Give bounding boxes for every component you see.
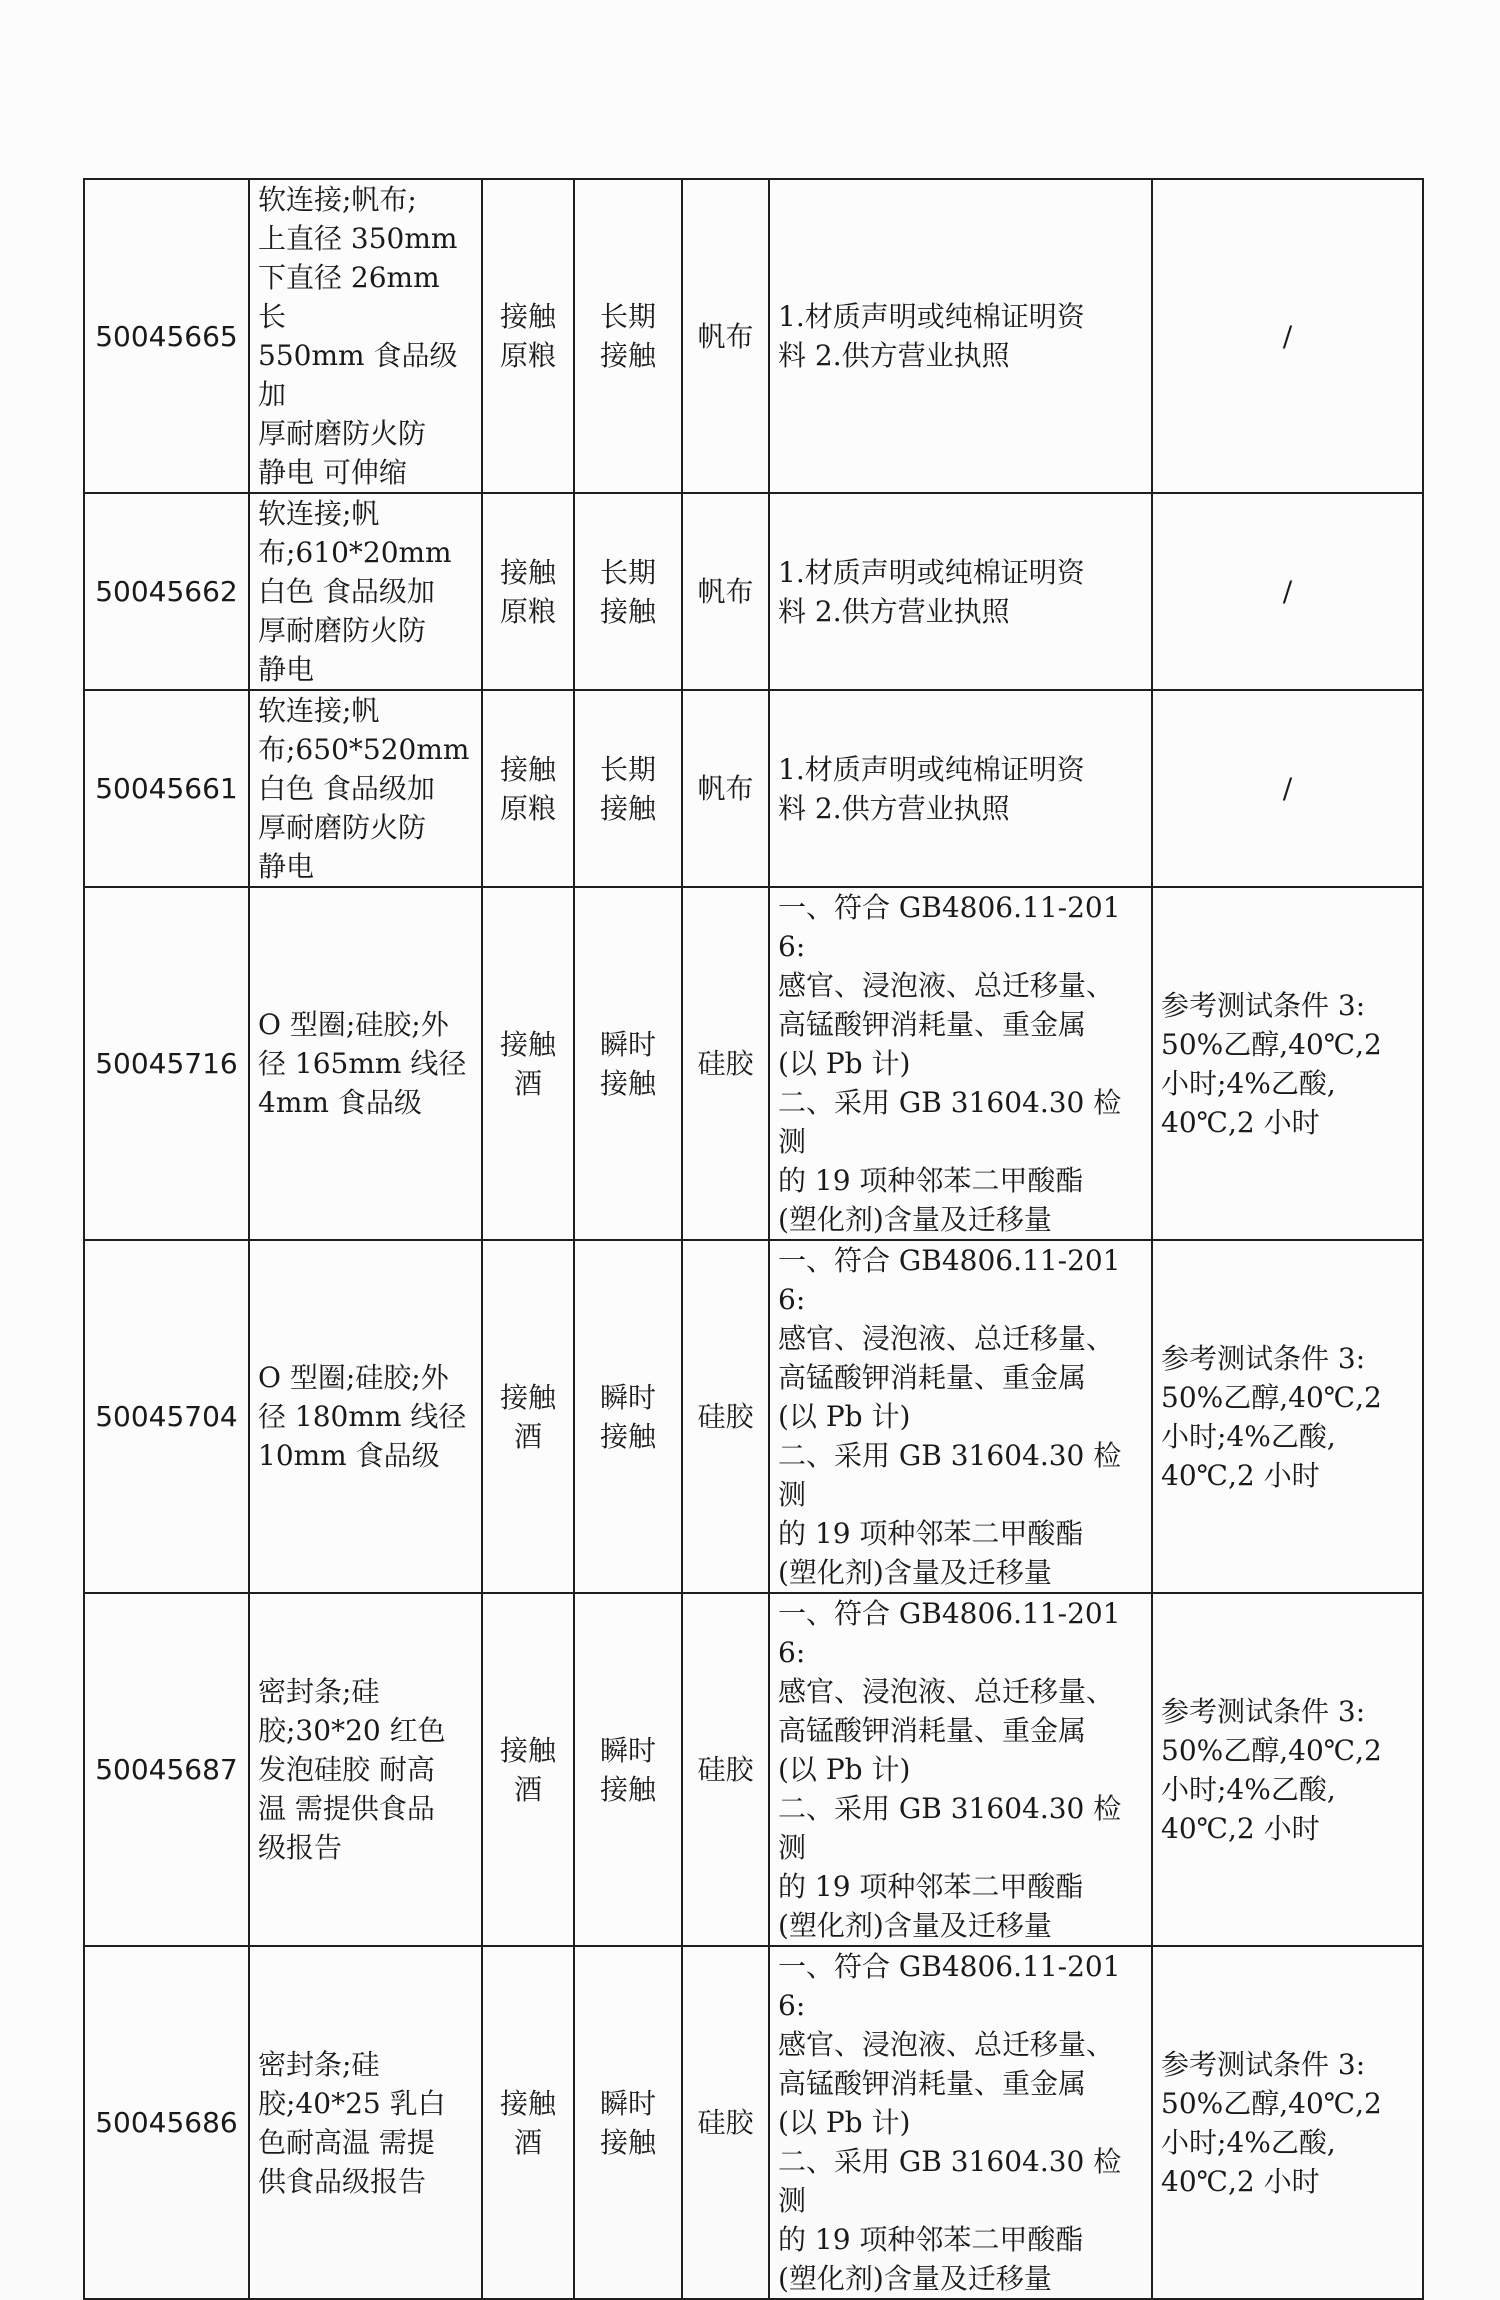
requirement-line: 高锰酸钾消耗量、重金属 <box>778 2067 1087 2100</box>
contact-line: 酒 <box>513 1066 542 1100</box>
requirement-line: 的 19 项种邻苯二甲酸酯 <box>778 1517 1084 1550</box>
description-line: 胶;40*25 乳白 <box>258 2086 446 2120</box>
contact-duration-cell <box>574 1946 682 2299</box>
condition-line: 参考测试条件 3: <box>1161 1694 1366 1728</box>
description-line: 胶;30*20 红色 <box>258 1714 446 1747</box>
contact-line: 酒 <box>513 1419 542 1453</box>
requirement-line: (以 Pb 计) <box>778 1047 911 1080</box>
condition-line: 小时;4%乙酸, <box>1161 1419 1336 1453</box>
duration-line: 接触 <box>599 1772 656 1806</box>
description-line: 布;610*20mm <box>258 536 452 569</box>
test-condition-cell <box>1152 1593 1423 1946</box>
requirement-cell <box>769 1240 1152 1593</box>
material-code-cell: 50045686 <box>84 1946 249 2299</box>
material-cell: 帆布 <box>682 690 769 887</box>
material-cell: 硅胶 <box>682 1240 769 1593</box>
contact-duration-cell <box>574 690 682 887</box>
contact-object-cell <box>482 179 574 493</box>
requirement-line: 感官、浸泡液、总迁移量、 <box>778 2028 1115 2061</box>
requirement-cell <box>769 179 1152 493</box>
description-line: 温 需提供食品 <box>258 1792 435 1825</box>
test-condition-cell <box>1152 493 1423 690</box>
description-cell <box>249 690 482 887</box>
material-code-cell: 50045662 <box>84 493 249 690</box>
duration-line: 瞬时 <box>599 1027 656 1061</box>
description-line: 厚耐磨防火防 <box>258 811 427 844</box>
duration-line: 接触 <box>599 1066 656 1100</box>
condition-line: 40℃,2 小时 <box>1161 1105 1320 1139</box>
duration-line: 长期 <box>599 300 656 333</box>
requirement-line: 感官、浸泡液、总迁移量、 <box>778 969 1115 1002</box>
contact-object-cell <box>482 887 574 1240</box>
condition-line: 小时;4%乙酸, <box>1161 2125 1336 2159</box>
contact-duration-cell <box>574 1593 682 1946</box>
contact-object-cell <box>482 690 574 887</box>
duration-line: 瞬时 <box>599 1380 656 1414</box>
material-code-cell: 50045687 <box>84 1593 249 1946</box>
contact-line: 接触 <box>499 752 556 786</box>
contact-object-cell <box>482 1946 574 2299</box>
requirement-line: 的 19 项种邻苯二甲酸酯 <box>778 2223 1084 2256</box>
requirement-line: (塑化剂)含量及迁移量 <box>778 1556 1052 1589</box>
contact-line: 接触 <box>499 1733 556 1767</box>
requirement-line: 1.材质声明或纯棉证明资 <box>778 555 1085 589</box>
description-line: O 型圈;硅胶;外 <box>258 1008 449 1041</box>
condition-line: 参考测试条件 3: <box>1161 988 1366 1022</box>
description-line: 550mm 食品级加 <box>258 339 458 411</box>
contact-object-cell <box>482 1593 574 1946</box>
material-code-cell: 50045661 <box>84 690 249 887</box>
requirement-line: 感官、浸泡液、总迁移量、 <box>778 1675 1115 1708</box>
description-line: 厚耐磨防火防 <box>258 614 427 647</box>
test-condition-cell <box>1152 887 1423 1240</box>
condition-line: / <box>1282 772 1293 805</box>
requirement-line: 感官、浸泡液、总迁移量、 <box>778 1322 1115 1355</box>
condition-line: 50%乙醇,40℃,2 <box>1161 1733 1382 1767</box>
description-line: 供食品级报告 <box>258 2164 427 2198</box>
contact-line: 接触 <box>499 2086 556 2120</box>
duration-line: 长期 <box>599 555 656 589</box>
contact-duration-cell <box>574 887 682 1240</box>
requirement-cell <box>769 1946 1152 2299</box>
condition-line: 50%乙醇,40℃,2 <box>1161 2086 1382 2120</box>
requirement-line: 一、符合 GB4806.11-2016: <box>778 1950 1121 2022</box>
description-line: 白色 食品级加 <box>258 772 435 805</box>
contact-duration-cell <box>574 179 682 493</box>
condition-line: 50%乙醇,40℃,2 <box>1161 1380 1382 1414</box>
requirement-line: (塑化剂)含量及迁移量 <box>778 1909 1052 1942</box>
description-cell <box>249 1593 482 1946</box>
contact-line: 原粮 <box>499 791 556 825</box>
requirement-line: 一、符合 GB4806.11-2016: <box>778 1244 1121 1316</box>
duration-line: 瞬时 <box>599 1733 656 1767</box>
description-line: 级报告 <box>258 1831 343 1864</box>
contact-line: 接触 <box>499 300 556 333</box>
condition-line: 40℃,2 小时 <box>1161 1458 1320 1492</box>
contact-duration-cell <box>574 1240 682 1593</box>
test-condition-cell <box>1152 1240 1423 1593</box>
condition-line: 小时;4%乙酸, <box>1161 1066 1336 1100</box>
contact-line: 酒 <box>513 2125 542 2159</box>
requirement-line: (塑化剂)含量及迁移量 <box>778 1203 1052 1236</box>
condition-line: 50%乙醇,40℃,2 <box>1161 1027 1382 1061</box>
description-line: 厚耐磨防火防 <box>258 417 427 450</box>
requirement-line: 料 2.供方营业执照 <box>778 339 1010 372</box>
table-row <box>84 493 1423 690</box>
material-cell: 硅胶 <box>682 1593 769 1946</box>
table-body <box>84 179 1423 2299</box>
contact-line: 接触 <box>499 1027 556 1061</box>
requirement-line: 二、采用 GB 31604.30 检测 <box>778 1086 1122 1158</box>
contact-object-cell <box>482 1240 574 1593</box>
material-code-cell: 50045665 <box>84 179 249 493</box>
requirement-cell <box>769 887 1152 1240</box>
test-condition-cell <box>1152 179 1423 493</box>
requirement-line: 二、采用 GB 31604.30 检测 <box>778 1439 1122 1511</box>
condition-line: 参考测试条件 3: <box>1161 1341 1366 1375</box>
duration-line: 接触 <box>599 594 656 628</box>
requirement-line: 1.材质声明或纯棉证明资 <box>778 752 1085 786</box>
material-code-cell: 50045704 <box>84 1240 249 1593</box>
duration-line: 接触 <box>599 1419 656 1453</box>
description-line: 下直径 26mm 长 <box>258 261 440 333</box>
description-cell <box>249 887 482 1240</box>
description-cell <box>249 493 482 690</box>
description-line: 发泡硅胶 耐高 <box>258 1753 435 1786</box>
contact-line: 酒 <box>513 1772 542 1806</box>
requirement-line: 高锰酸钾消耗量、重金属 <box>778 1361 1087 1394</box>
contact-object-cell <box>482 493 574 690</box>
requirement-cell <box>769 493 1152 690</box>
description-line: 4mm 食品级 <box>258 1086 422 1119</box>
condition-line: / <box>1282 575 1293 608</box>
description-line: 软连接;帆 <box>258 497 380 530</box>
requirement-cell <box>769 690 1152 887</box>
duration-line: 瞬时 <box>599 2086 656 2120</box>
requirement-line: (塑化剂)含量及迁移量 <box>778 2262 1052 2295</box>
condition-line: 参考测试条件 3: <box>1161 2047 1366 2081</box>
description-line: 色耐高温 需提 <box>258 2125 435 2159</box>
duration-line: 接触 <box>599 791 656 825</box>
description-line: 白色 食品级加 <box>258 575 435 608</box>
requirement-cell <box>769 1593 1152 1946</box>
condition-line: 40℃,2 小时 <box>1161 2164 1320 2198</box>
duration-line: 接触 <box>599 2125 656 2159</box>
condition-line: / <box>1282 319 1293 353</box>
description-line: 软连接;帆 <box>258 694 380 727</box>
materials-table <box>83 178 1424 2300</box>
description-line: O 型圈;硅胶;外 <box>258 1361 449 1394</box>
requirement-line: (以 Pb 计) <box>778 1400 911 1433</box>
requirement-line: 二、采用 GB 31604.30 检测 <box>778 1792 1122 1864</box>
requirement-line: 一、符合 GB4806.11-2016: <box>778 1597 1121 1669</box>
requirement-line: 的 19 项种邻苯二甲酸酯 <box>778 1870 1084 1903</box>
description-line: 软连接;帆布; <box>258 183 417 216</box>
contact-line: 接触 <box>499 1380 556 1414</box>
description-cell <box>249 1240 482 1593</box>
test-condition-cell <box>1152 1946 1423 2299</box>
requirement-line: 1.材质声明或纯棉证明资 <box>778 300 1085 333</box>
description-line: 10mm 食品级 <box>258 1439 440 1472</box>
description-cell <box>249 1946 482 2299</box>
description-line: 径 180mm 线径 <box>258 1400 467 1433</box>
table-row <box>84 690 1423 887</box>
description-line: 径 165mm 线径 <box>258 1047 467 1080</box>
requirement-line: 一、符合 GB4806.11-2016: <box>778 891 1121 963</box>
description-line: 静电 可伸缩 <box>258 456 407 489</box>
material-cell: 硅胶 <box>682 887 769 1240</box>
requirement-line: (以 Pb 计) <box>778 1753 911 1786</box>
material-cell: 帆布 <box>682 493 769 690</box>
condition-line: 40℃,2 小时 <box>1161 1811 1320 1845</box>
description-line: 密封条;硅 <box>258 1675 380 1708</box>
table-row <box>84 179 1423 493</box>
contact-duration-cell <box>574 493 682 690</box>
description-line: 密封条;硅 <box>258 2047 380 2081</box>
contact-line: 原粮 <box>499 339 556 372</box>
table-row <box>84 1593 1423 1946</box>
condition-line: 小时;4%乙酸, <box>1161 1772 1336 1806</box>
description-line: 静电 <box>258 850 315 883</box>
table-row <box>84 1240 1423 1593</box>
description-line: 上直径 350mm <box>258 222 458 255</box>
requirement-line: 二、采用 GB 31604.30 检测 <box>778 2145 1122 2217</box>
test-condition-cell <box>1152 690 1423 887</box>
requirement-line: 高锰酸钾消耗量、重金属 <box>778 1008 1087 1041</box>
requirement-line: 料 2.供方营业执照 <box>778 594 1010 628</box>
table-row <box>84 887 1423 1240</box>
contact-line: 接触 <box>499 555 556 589</box>
table-row <box>84 1946 1423 2299</box>
requirement-line: 料 2.供方营业执照 <box>778 791 1010 825</box>
material-cell: 硅胶 <box>682 1946 769 2299</box>
description-line: 布;650*520mm <box>258 733 470 766</box>
description-line: 静电 <box>258 653 315 686</box>
contact-line: 原粮 <box>499 594 556 628</box>
material-code-cell: 50045716 <box>84 887 249 1240</box>
requirement-line: 高锰酸钾消耗量、重金属 <box>778 1714 1087 1747</box>
duration-line: 长期 <box>599 752 656 786</box>
duration-line: 接触 <box>599 339 656 372</box>
requirement-line: (以 Pb 计) <box>778 2106 911 2139</box>
description-cell <box>249 179 482 493</box>
material-cell: 帆布 <box>682 179 769 493</box>
requirement-line: 的 19 项种邻苯二甲酸酯 <box>778 1164 1084 1197</box>
